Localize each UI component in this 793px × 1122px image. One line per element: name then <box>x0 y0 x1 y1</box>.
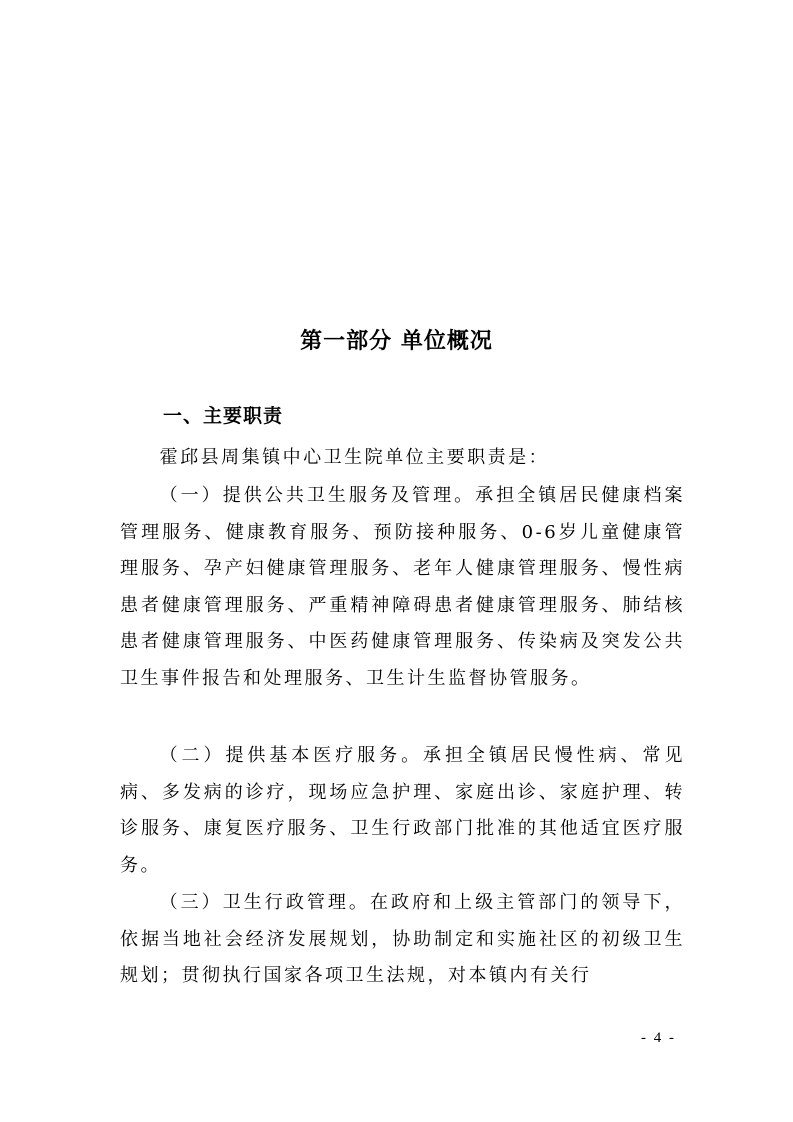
intro-paragraph: 霍邱县周集镇中心卫生院单位主要职责是： <box>159 447 550 468</box>
page-number: - 4 - <box>641 1030 676 1046</box>
duty-paragraph-3: （三）卫生行政管理。在政府和上级主管部门的领导下，依据当地社会经济发展规划，协助制定和实施社区的初级卫生规划；贯彻执行国家各项卫生法规，对本镇内有关行 <box>120 892 685 987</box>
part-title: 第一部分 单位概况 <box>300 329 493 354</box>
duty-paragraph-2: （二）提供基本医疗服务。承担全镇居民慢性病、常见病、多发病的诊疗，现场应急护理、家庭出诊、家庭护理、转诊服务、康复医疗服务、卫生行政部门批准的其他适宜医疗服务。 <box>120 745 685 876</box>
section-heading: 一、主要职责 <box>163 405 284 427</box>
duty-paragraph-1: （一）提供公共卫生服务及管理。承担全镇居民健康档案管理服务、健康教育服务、预防接种服务、0-6岁儿童健康管理服务、孕产妇健康管理服务、老年人健康管理服务、慢性病患者健康管理服务、严重精神障碍患者健康管理服务、肺结核患者健康管理服务、中医药健康管理服务、传染病及突发公共卫生事件报告和处理服务、卫生计生监督协管服务。 <box>120 485 685 689</box>
